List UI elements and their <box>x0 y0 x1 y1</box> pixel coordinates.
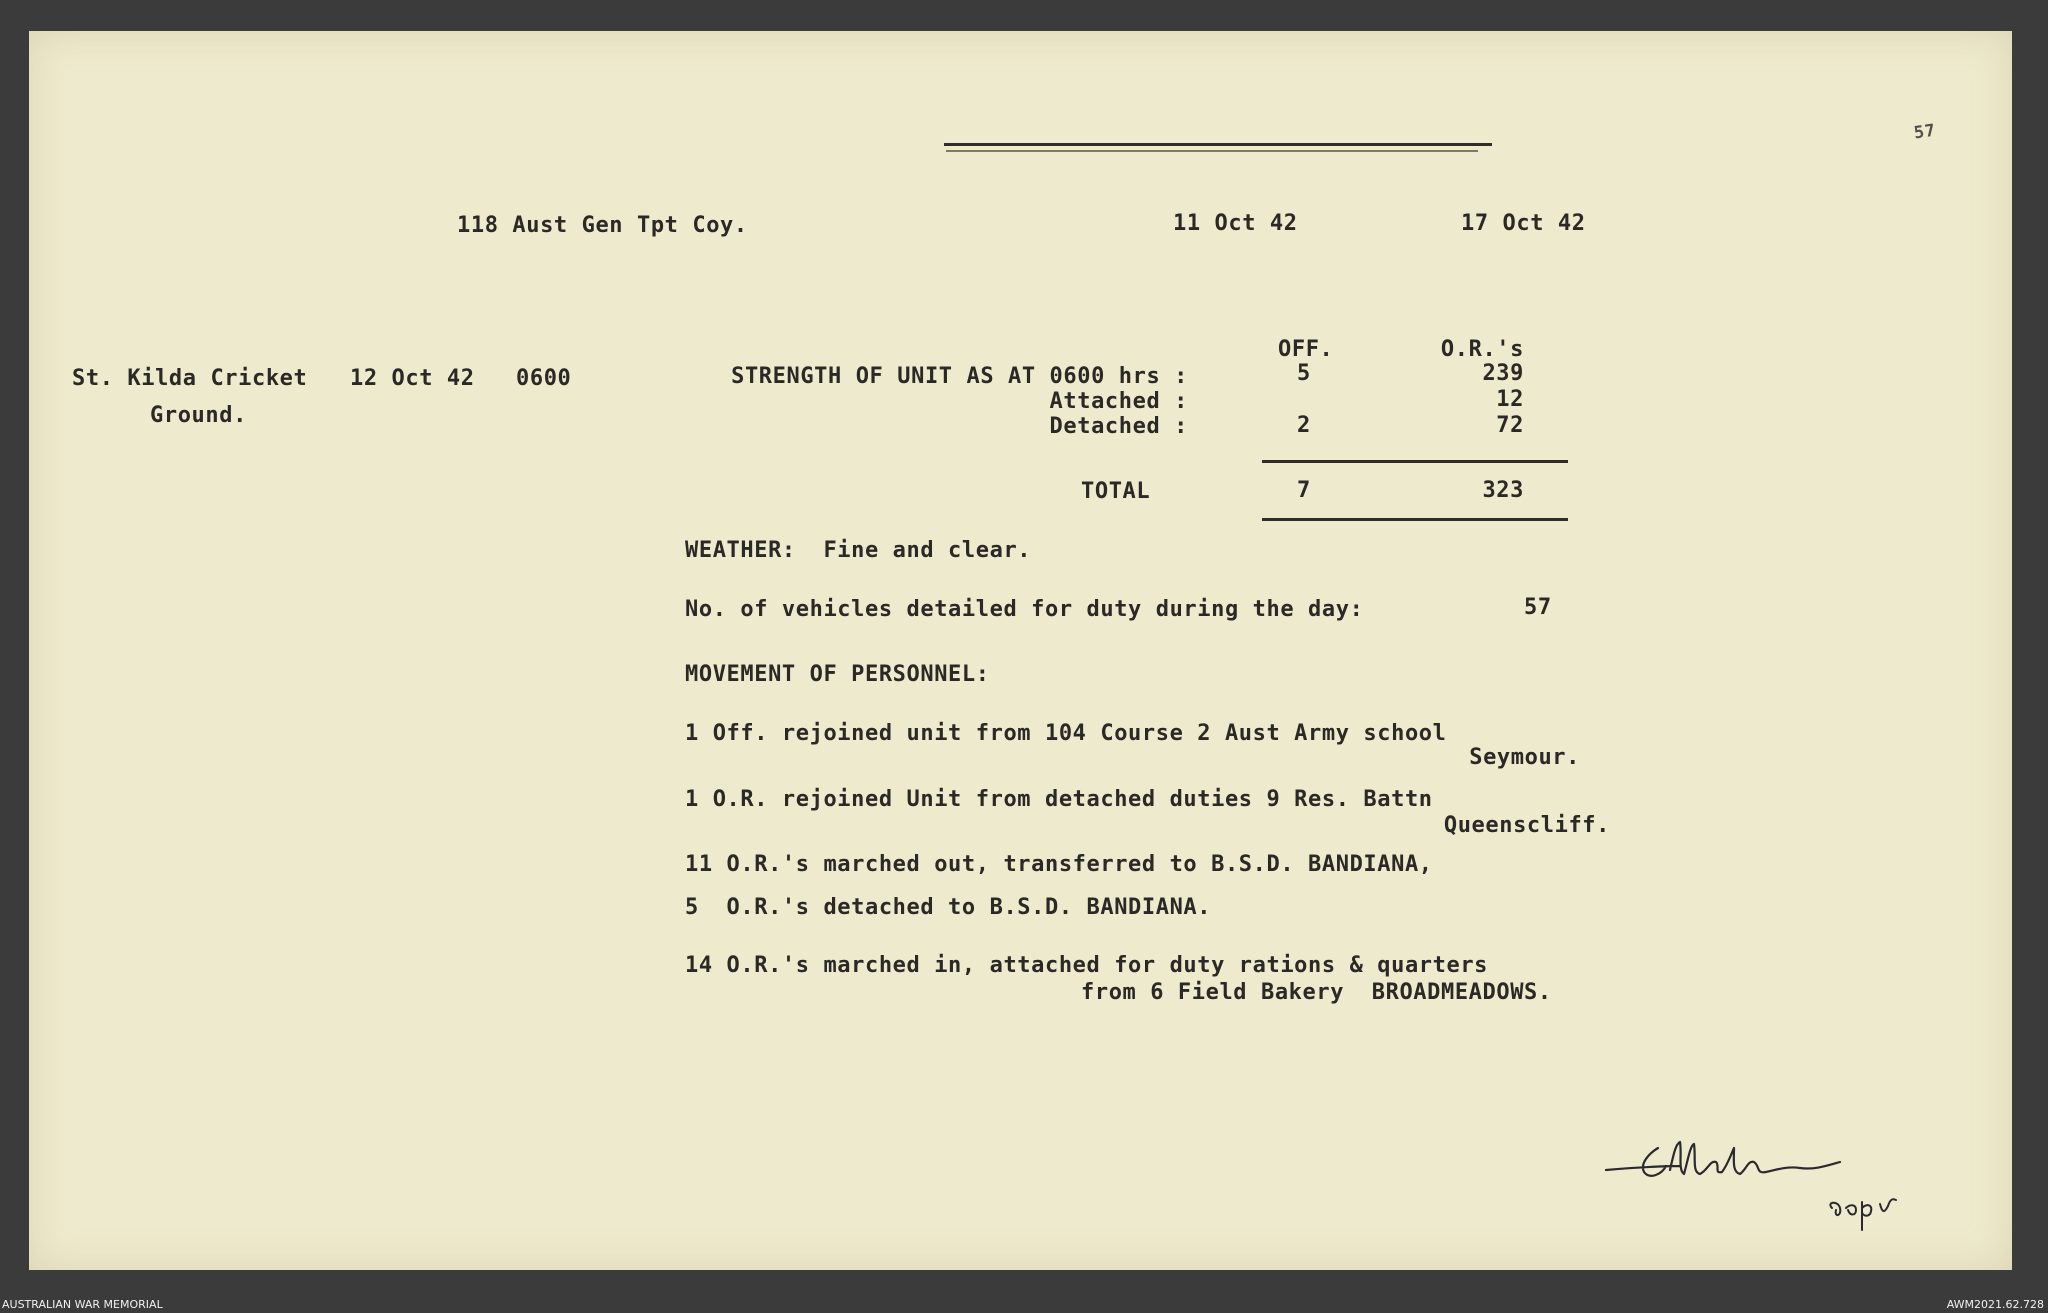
movement-item-1: 1 Off. rejoined unit from 104 Course 2 Aust Army school <box>685 721 1447 746</box>
entry-time: 0600 <box>516 366 572 391</box>
attached-row-ors: 12 <box>1496 387 1524 412</box>
movement-item-4: 5 O.R.'s detached to B.S.D. BANDIANA. <box>685 895 1212 920</box>
movement-heading: MOVEMENT OF PERSONNEL: <box>685 662 990 687</box>
strength-row-label: STRENGTH OF UNIT AS AT 0600 hrs : <box>731 364 1188 389</box>
header-rule <box>944 143 1492 146</box>
page-number: 57 <box>1912 120 1937 144</box>
place-line2: Ground. <box>150 403 247 428</box>
total-ors: 323 <box>1482 478 1524 503</box>
footer-right: AWM2021.62.728 <box>1946 1298 2044 1311</box>
footer-left: AUSTRALIAN WAR MEMORIAL <box>2 1298 163 1311</box>
header-rule-shadow <box>946 150 1478 152</box>
total-off: 7 <box>1297 478 1311 503</box>
vehicles-label: No. of vehicles detailed for duty during the day: <box>685 597 1364 622</box>
movement-item-1-cont: Seymour. <box>1469 745 1580 770</box>
total-label: TOTAL <box>1081 479 1151 504</box>
total-rule-bottom <box>1262 518 1568 521</box>
movement-item-2-cont: Queenscliff. <box>1443 813 1610 838</box>
movement-item-3: 11 O.R.'s marched out, transferred to B.S.D. BANDIANA, <box>685 852 1433 877</box>
unit-name: 118 Aust Gen Tpt Coy. <box>457 213 748 238</box>
document-page <box>29 31 2012 1270</box>
entry-date: 12 Oct 42 <box>350 366 475 391</box>
movement-item-5-cont: from 6 Field Bakery BROADMEADOWS. <box>1081 980 1552 1005</box>
col-header-ors: O.R.'s <box>1440 337 1524 362</box>
date-from: 11 Oct 42 <box>1173 211 1298 236</box>
detached-row-ors: 72 <box>1496 413 1524 438</box>
place-line1: St. Kilda Cricket <box>72 366 308 391</box>
strength-row-ors: 239 <box>1482 361 1524 386</box>
movement-item-5: 14 O.R.'s marched in, attached for duty rations & quarters <box>685 953 1489 978</box>
movement-item-2: 1 O.R. rejoined Unit from detached duties 9 Res. Battn <box>685 787 1433 812</box>
date-to: 17 Oct 42 <box>1461 211 1586 236</box>
detached-row-off: 2 <box>1297 413 1311 438</box>
strength-row-off: 5 <box>1297 361 1311 386</box>
attached-row-label: Attached : <box>1049 389 1188 414</box>
weather-line: WEATHER: Fine and clear. <box>685 538 1032 563</box>
total-rule-top <box>1262 460 1568 463</box>
detached-row-label: Detached : <box>1049 414 1188 439</box>
vehicles-value: 57 <box>1524 595 1552 620</box>
col-header-off: OFF. <box>1278 337 1334 362</box>
signature-mark <box>1600 1130 1920 1240</box>
